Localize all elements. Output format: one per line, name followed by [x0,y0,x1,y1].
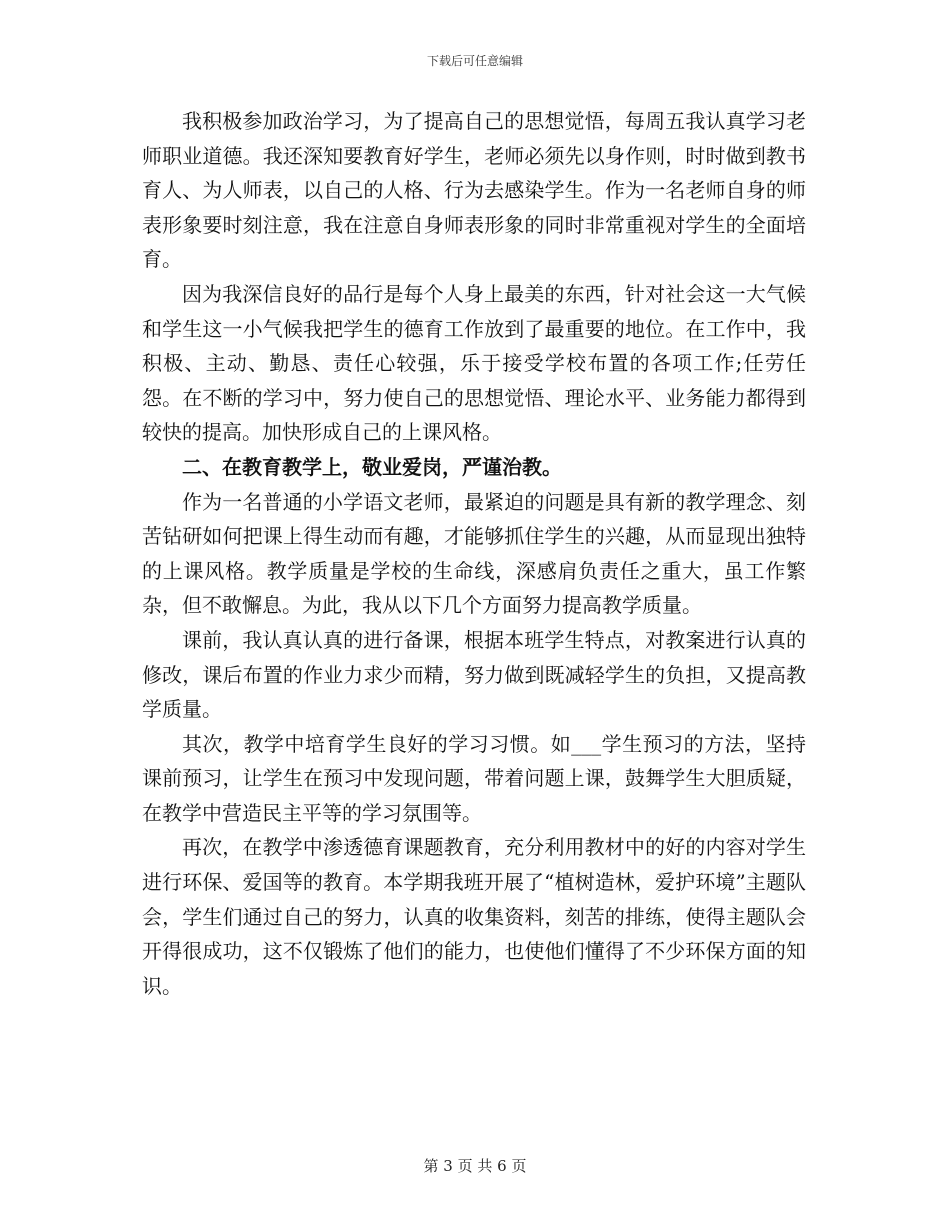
page-number: 第 3 页 共 6 页 [423,1157,527,1175]
paragraph-moral-topics: 再次，在教学中渗透德育课题教育，充分利用教材中的好的内容对学生进行环保、爱国等的教育。本学期我班开展了“植树造林，爱护环境”主题队会，学生们通过自己的努力，认真的收集资料，刻苦的排练，使得主题队会开得很成功，这不仅锻炼了他们的能力，也使他们懂得了不少环保方面的知识。 [142,835,806,998]
section-heading: 二、在教育教学上，敬业爱岗，严谨治教。 [182,454,562,479]
paragraph-moral-education: 因为我深信良好的品行是每个人身上最美的东西，针对社会这一大气候和学生这一小气候我把学生的德育工作放到了最重要的地位。在工作中，我积极、主动、勤恳、责任心较强，乐于接受学校布置的各项工作;任劳任怨。在不断的学习中，努力使自己的思想觉悟、理论水平、业务能力都得到较快的提高。加快形成自己的上课风格。 [142,281,806,445]
paragraph-political-study: 我积极参加政治学习，为了提高自己的思想觉悟，每周五我认真学习老师职业道德。我还深知要教育好学生，老师必须先以身作则，时时做到教书育人、为人师表，以自己的人格、行为去感染学生。作为一名老师自身的师表形象要时刻注意，我在注意自身师表形象的同时非常重视对学生的全面培育。 [142,109,806,272]
paragraph-teaching-quality: 作为一名普通的小学语文老师，最紧迫的问题是具有新的教学理念、刻苦钻研如何把课上得生动而有趣，才能够抓住学生的兴趣，从而显现出独特的上课风格。教学质量是学校的生命线，深感肩负责任之重大，虽工作繁杂，但不敢懈息。为此，我从以下几个方面努力提高教学质量。 [142,489,806,618]
paragraph-lesson-prep: 课前，我认真认真的进行备课，根据本班学生特点，对教案进行认真的修改，课后布置的作业力求少而精，努力做到既减轻学生的负担，又提高教学质量。 [142,627,806,722]
document-body [142,104,806,1003]
page-header: 下载后可任意编辑 [426,54,523,68]
paragraph-study-habits: 其次，教学中培育学生良好的学习习惯。如___学生预习的方法，坚持课前预习，让学生在预习中发现问题，带着问题上课，鼓舞学生大胆质疑，在教学中营造民主平等的学习氛围等。 [142,731,806,825]
